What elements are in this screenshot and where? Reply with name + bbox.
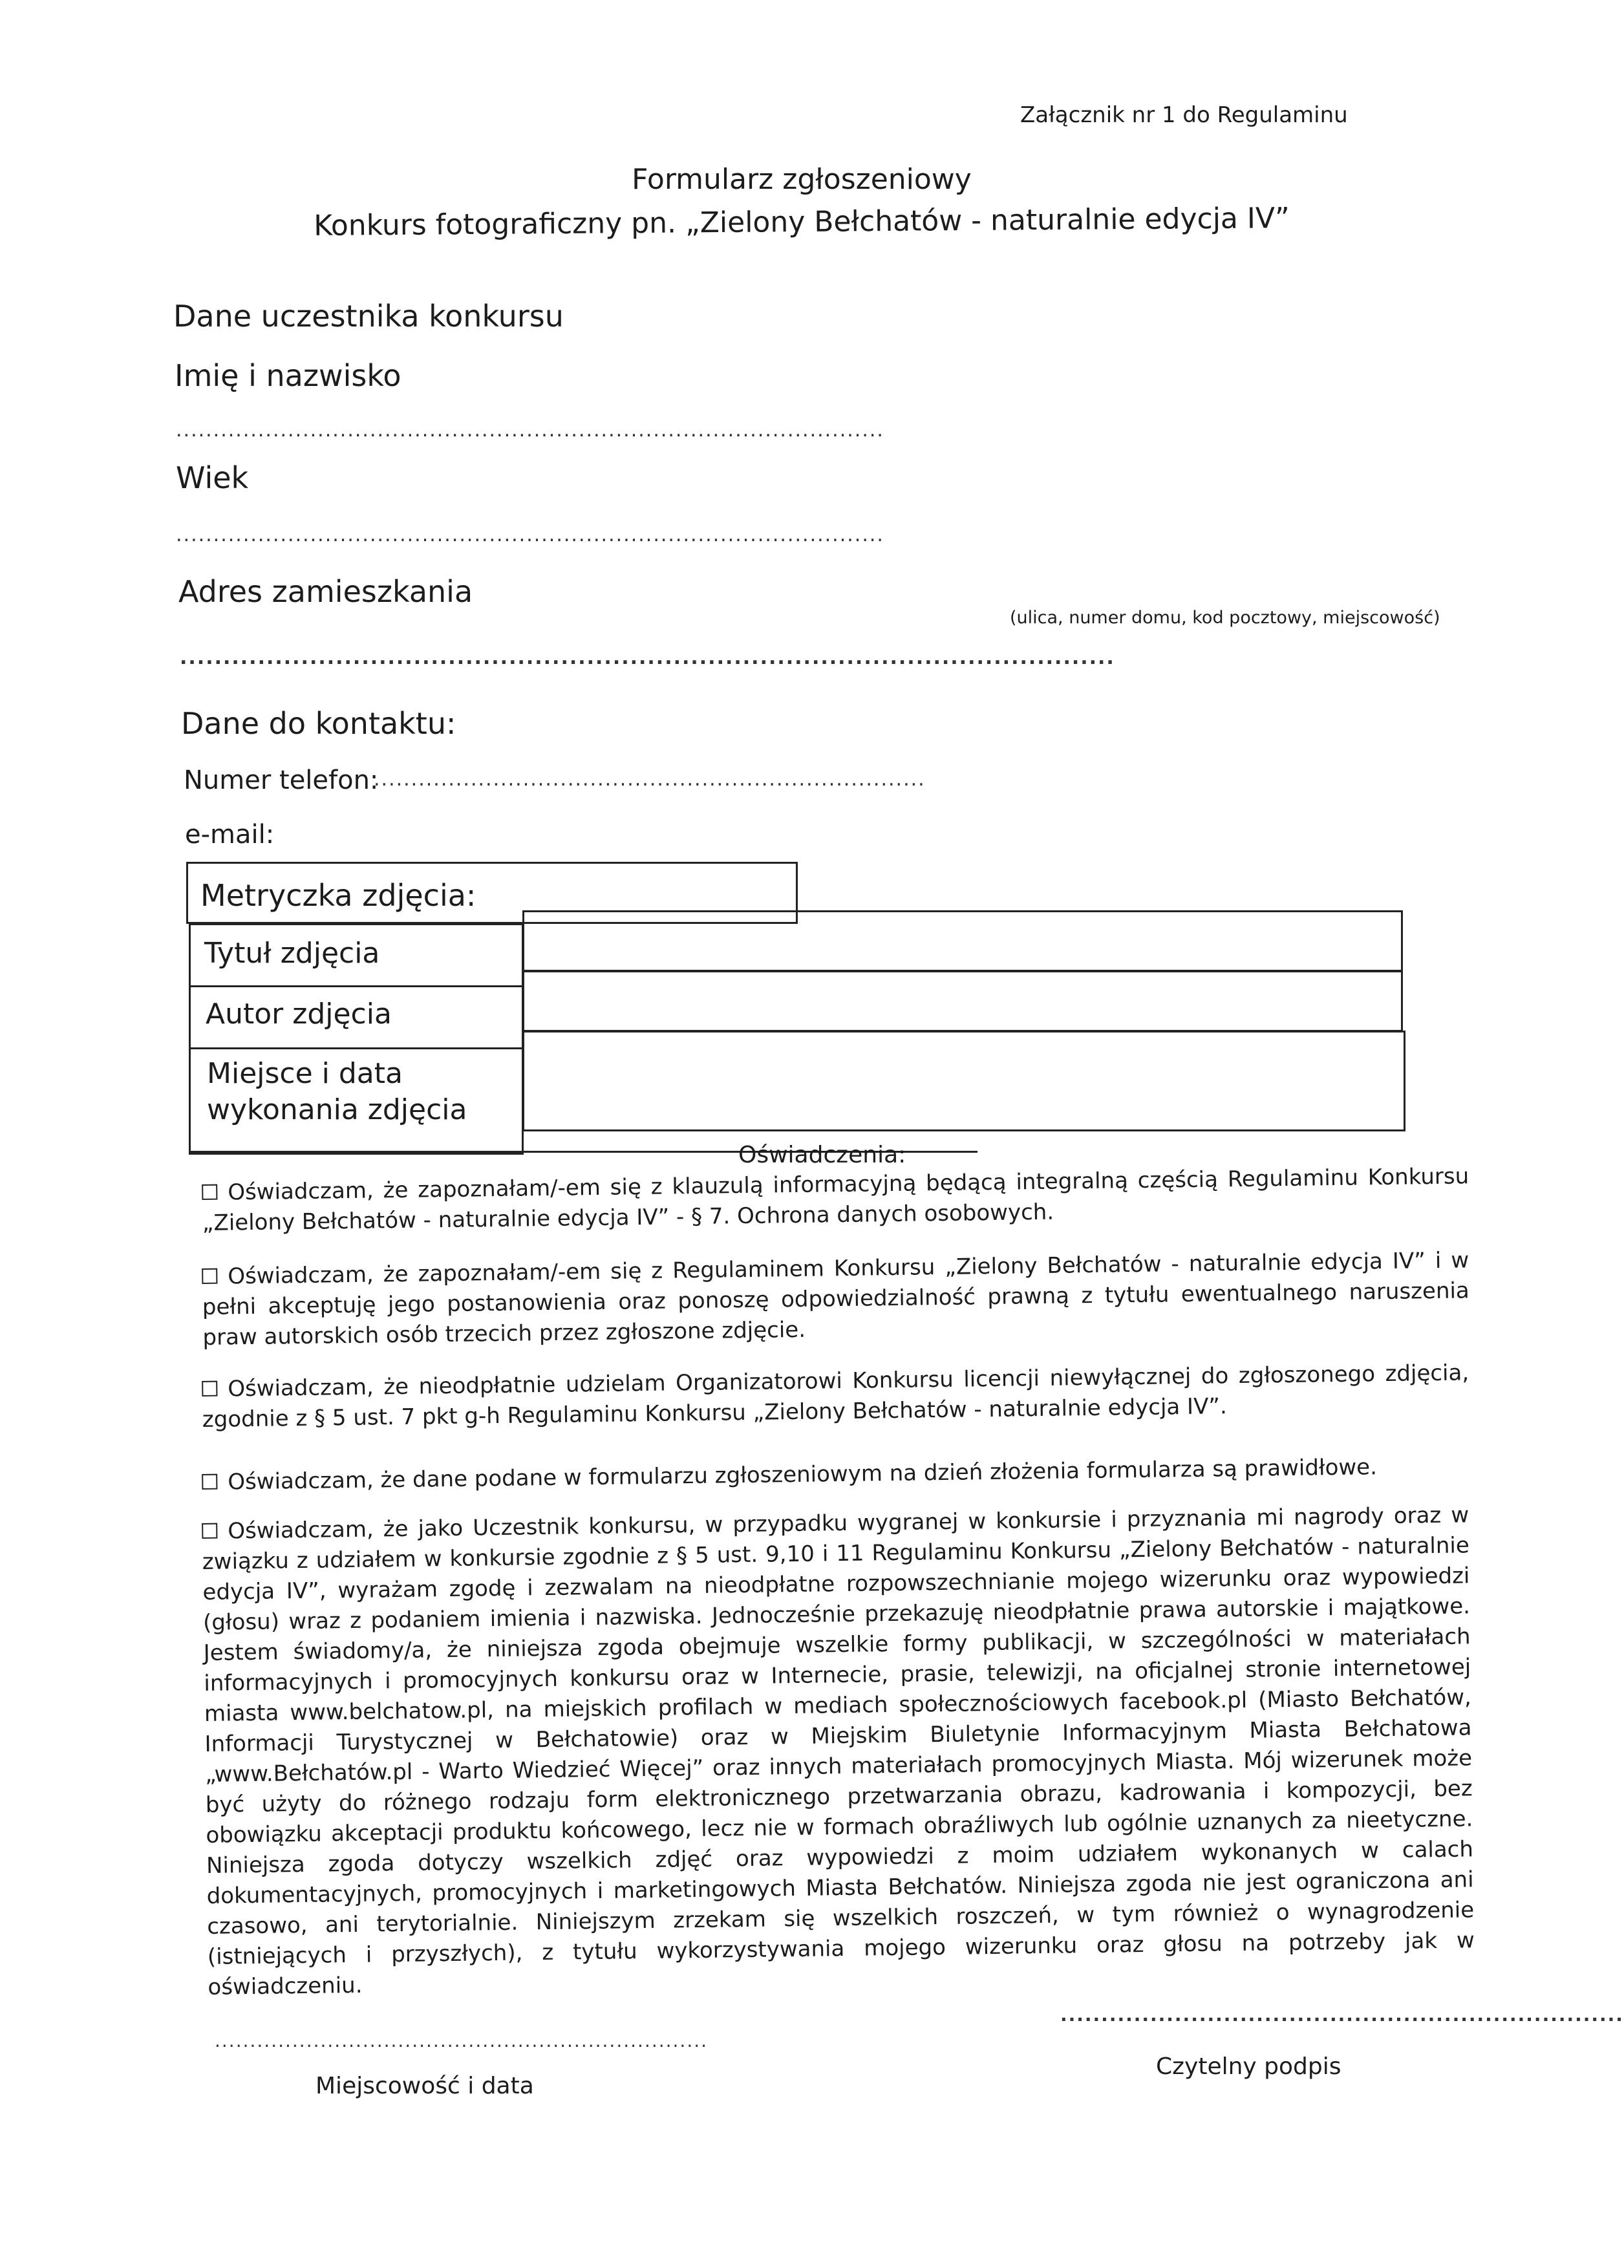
declaration-4-checkbox[interactable] (202, 1473, 217, 1489)
name-label: Imię i nazwisko (175, 358, 401, 393)
age-label: Wiek (176, 460, 249, 495)
declaration-3 (202, 1358, 1469, 1435)
form-title: Formularz zgłoszeniowy (632, 163, 972, 196)
declaration-3-text: Oświadczam, że nieodpłatnie udzielam Organizatorowi Konkursu licencji niewyłącznej do zgłoszonego zdjęcia, zgodnie z § 5 ust. 7 pkt g-h Regulaminu Konkursu „Zielony Bełchatów - naturalnie edycja IV”. (202, 1360, 1469, 1433)
declaration-2-checkbox[interactable] (202, 1268, 217, 1283)
declarations-title: Oświadczenia: (738, 1142, 906, 1168)
place-date-value-cell[interactable] (522, 1031, 1405, 1131)
email-label: e-mail: (185, 820, 275, 850)
declaration-2-text: Oświadczam, że zapoznałam/-em się z Regulaminem Konkursu „Zielony Bełchatów - naturalnie edycja IV” i w pełni akceptuję jego postanowienia oraz ponoszę odpowiedzialność prawną z tytułu ewentualnego naruszenia praw autorskich osób trzecich przez zgłoszone zdjęcie. (202, 1247, 1470, 1351)
place-date-field[interactable]: ...................................................................... (215, 2030, 709, 2051)
annex-label: Załącznik nr 1 do Regulaminu (1020, 102, 1348, 128)
age-field[interactable]: ............................................................................................... (176, 524, 884, 546)
participant-section-title: Dane uczestnika konkursu (173, 299, 564, 334)
declaration-4-text: Oświadczam, że dane podane w formularzu zgłoszeniowym na dzień złożenia formularza są prawidłowe. (228, 1454, 1378, 1495)
divider (189, 1047, 522, 1049)
declaration-5 (202, 1500, 1475, 2003)
divider (189, 985, 522, 987)
declaration-5-checkbox[interactable] (202, 1523, 217, 1538)
author-label: Autor zdjęcia (206, 998, 392, 1031)
place-date-label-line1: Miejsce i data (207, 1057, 403, 1090)
declaration-5-text: Oświadczam, że jako Uczestnik konkursu, w przypadku wygranej w konkursie i przyznania mi nagrody oraz w związku z udziałem w konkursie zgodnie z § 5 ust. 9,10 i 11 Regulaminu Konkursu „Zielony Bełchatów - naturalnie edycja IV”, wyrażam zgodę i zezwalam na nieodpłatne rozpowszechnianie mojego wizerunku oraz wypowiedzi (głosu) wraz z podaniem imienia i nazwiska. Jednocześnie przekazuję nieodpłatnie prawa autorskie i majątkowe. Jestem świadomy/a, że niniejsza zgoda obejmuje wszelkie formy publikacji, w szczególności w materiałach informacyjnych i promocyjnych konkursu oraz w Internecie, prasie, telewizji, na oficjalnej stronie internetowej miasta www.belchatow.pl, na miejskich profilach w mediach społecznościowych facebook.pl (Miasto Bełchatów, Informacji Turystycznej w Bełchatowie) oraz w Miejskim Biuletynie Informacyjnym Miasta Bełchatowa „www.Bełchatów.pl - Warto Wiedzieć Więcej” oraz innych materiałach promocyjnych Miasta. Mój wizerunek może być użyty do różnego rodzaju form elektronicznego przetwarzania obrazu, kadrowania i kompozycji, bez obowiązku akceptacji produktu końcowego, lecz nie w formach obraźliwych lub ogólnie uznanych za nieetyczne. Niniejsza zgoda dotyczy wszelkich zdjęć oraz wypowiedzi z moim udziałem wykonanych w calach dokumentacyjnych, promocyjnych i marketingowych Miasta Bełchatów. Niniejsza zgoda nie jest ograniczona ani czasowo, ani terytorialnie. Niniejszym zrzekam się wszelkich roszczeń, w tym również o wynagrodzenie (istniejących i przyszłych), z tytułu wykorzystywania mojego wizerunku oraz głosu na potrzeby jak w oświadczeniu. (202, 1502, 1475, 2000)
title-label: Tytuł zdjęcia (204, 937, 380, 970)
declaration-1 (202, 1161, 1469, 1239)
declaration-3-checkbox[interactable] (202, 1380, 217, 1396)
author-value-cell[interactable] (522, 970, 1403, 1032)
declaration-4 (202, 1451, 1469, 1498)
place-date-signature-label: Miejscowość i data (315, 2073, 534, 2099)
phone-label: Numer telefon: (184, 765, 379, 795)
contact-section-title: Dane do kontaktu: (181, 706, 456, 741)
address-hint: (ulica, numer domu, kod pocztowy, miejscowość) (1010, 608, 1440, 628)
phone-field[interactable]: .......................................................................... (374, 768, 926, 791)
declaration-2 (202, 1245, 1470, 1353)
signature-field[interactable]: ..................................................................... (1060, 2004, 1624, 2026)
name-field[interactable]: ............................................................................................... (176, 419, 884, 442)
address-field[interactable]: ............................................................................................................ (180, 647, 1115, 669)
declaration-1-text: Oświadczam, że zapoznałam/-em się z klauzulą informacyjną będącą integralną częścią Regulaminu Konkursu „Zielony Bełchatów - naturalnie edycja IV” - § 7. Ochrona danych osobowych. (202, 1163, 1469, 1236)
declaration-1-checkbox[interactable] (202, 1184, 217, 1199)
title-value-cell[interactable] (522, 910, 1403, 972)
contest-title: Konkurs fotograficzny pn. „Zielony Bełchatów - naturalnie edycja IV” (314, 202, 1290, 242)
place-date-label-line2: wykonania zdjęcia (207, 1093, 467, 1126)
address-label: Adres zamieszkania (178, 574, 473, 609)
signature-label: Czytelny podpis (1156, 2053, 1341, 2080)
table-header: Metryczka zdjęcia: (200, 878, 476, 913)
